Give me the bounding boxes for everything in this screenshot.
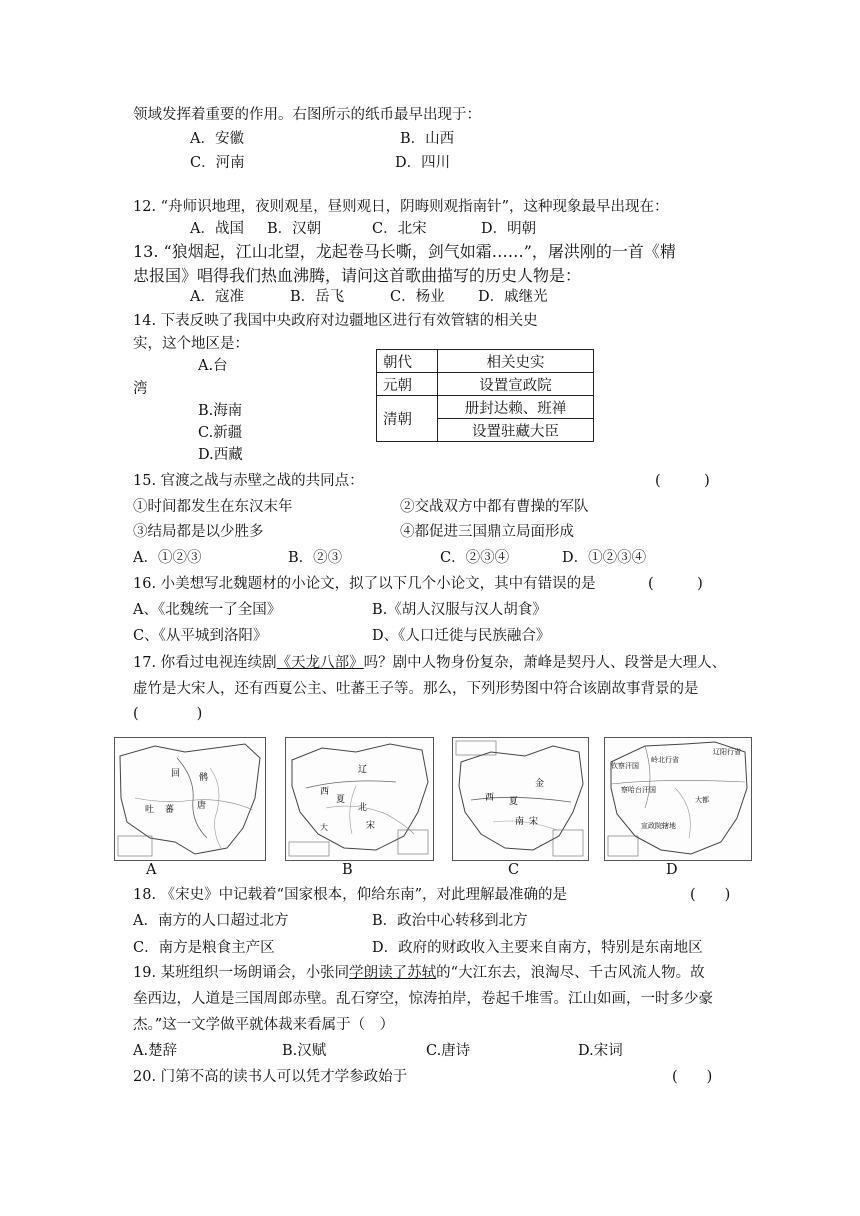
q18-option-b: B．政治中心转移到北方 [372,913,528,929]
q11-option-d: D．四川 [395,155,451,171]
q13-option-c: C．杨业 [390,289,445,305]
q18-option-a: A．南方的人口超过北方 [133,913,289,929]
q12-stem: 12. “舟师识地理，夜则观星，昼则观日，阴晦则观指南针”，这种现象最早出现在： [133,199,669,215]
q17-stem-line1 [133,655,726,672]
q14-stem-line2: 实，这个地区是： [133,336,249,352]
map-b-label: 北 [358,803,368,813]
q12-option-a: A．战国 [190,221,244,237]
q15-option-d: D．①②③④ [562,550,647,566]
q19-option-c: C.唐诗 [426,1043,471,1059]
q16-option-c: C、《从平城到洛阳》 [133,628,268,644]
map-c-label: 西 [485,793,495,803]
map-d-yuan [604,737,752,861]
q12-option-d: D．明朝 [481,221,537,237]
table-row [377,373,594,396]
q11-stem: 领域发挥着重要的作用。右图所示的纸币最早出现于： [133,107,481,123]
q19-option-b: B.汉赋 [282,1043,327,1059]
map-b-figure [286,738,433,860]
q15-statement-4: ④都促进三国鼎立局面形成 [400,524,574,540]
q13-option-d: D．戚继光 [478,289,548,305]
q18-option-c: C．南方是粮食主产区 [133,940,275,956]
q17-stem-line2: 虚竹是大宋人，还有西夏公主、吐蕃王子等。那么，下列形势图中符合该剧故事背景的是 [133,681,699,697]
map-b-label: 西 [320,787,330,797]
q17-stem-post: 吗？剧中人物身份复杂，萧峰是契丹人、段誉是大理人、 [363,655,727,671]
q18-answer-paren: ( ) [690,887,731,903]
table-cell-fact: 册封达赖、班禅 [438,396,594,419]
table-cell-fact: 设置宣政院 [438,373,594,396]
q15-answer-paren: ( ) [655,473,710,489]
table-cell-dynasty: 元朝 [377,373,438,396]
map-c-southern-song [452,737,589,861]
q19-stem-line3: 杰。”这一文学做平就体裁来看属于（ ） [133,1017,395,1033]
map-d-label: 辽阳行省 [713,748,741,756]
q18-option-d: D．政府的财政收入主要来自南方，特别是东南地区 [372,940,703,956]
map-a-label: 吐 [145,805,155,815]
q14-option-a-wrap: 湾 [133,381,148,397]
q14-history-table [376,349,594,442]
q19-underlined: 学朗读了苏轼 [349,965,437,981]
q15-statement-2: ②交战双方中都有曹操的军队 [400,499,589,515]
map-c-label: 夏 [509,797,519,807]
map-d-label: 宣政院辖地 [641,822,676,830]
q15-option-c: C．②③④ [440,550,510,566]
q19-stem-line1 [133,965,705,982]
map-d-label: 钦察汗国 [611,762,639,770]
q15-option-b: B．②③ [288,550,343,566]
q19-option-d: D.宋词 [578,1043,623,1059]
q20-stem: 20. 门第不高的读书人可以凭才学参政始于 [133,1069,408,1085]
q14-option-b: B.海南 [198,403,243,419]
q15-statement-1: ①时间都发生在东汉末年 [133,499,293,515]
q17-answer-paren: ( ) [133,706,203,722]
q16-stem: 16. 小美想写北魏题材的小论文，拟了以下几个小论文，其中有错误的是 [133,576,596,592]
map-d-label: 察哈台汗国 [621,786,656,794]
map-b-caption: B [342,862,353,878]
map-b-label: 大 [320,823,328,832]
table-row [377,396,594,419]
table-header-facts: 相关史实 [438,350,594,373]
q13-stem-line1: 13. “狼烟起，江山北望，龙起卷马长嘶，剑气如霜……”，屠洪刚的一首《精 [133,242,676,261]
map-a-figure [115,738,265,860]
q15-statement-3: ③结局都是以少胜多 [133,524,264,540]
map-a-label: 回 [171,769,181,779]
q20-answer-paren: ( ) [672,1069,713,1085]
q11-option-b: B．山西 [400,131,455,147]
map-b-label: 夏 [336,795,346,805]
q14-stem-line1: 14. 下表反映了我国中央政府对边疆地区进行有效管辖的相关史 [133,313,538,329]
table-header-dynasty: 朝代 [377,350,438,373]
map-b-label: 辽 [358,765,368,775]
q14-option-a: A.台 [198,358,228,374]
q11-option-a: A．安徽 [190,131,244,147]
map-b-song-liao [285,737,434,861]
q11-option-c: C．河南 [190,155,245,171]
map-c-label: 金 [535,779,545,789]
q19-option-a: A.楚辞 [133,1043,178,1059]
map-c-label: 宋 [529,817,539,827]
map-d-figure [605,738,751,860]
q12-option-b: B．汉朝 [267,221,322,237]
q16-option-d: D、《人口迁徙与民族融合》 [372,628,551,644]
q15-stem: 15. 官渡之战与赤壁之战的共同点： [133,473,364,489]
q12-option-c: C．北宋 [372,221,427,237]
map-c-figure [453,738,588,860]
q19-stem-post: 的“大江东去，浪淘尽、千古风流人物。故 [436,965,705,981]
q14-option-c: C.新疆 [198,425,243,441]
q16-option-b: B.《胡人汉服与汉人胡食》 [372,602,547,618]
q14-option-d: D.西藏 [198,447,243,463]
map-a-caption: A [146,862,157,878]
q17-stem-pre: 17. 你看过电视连续剧 [133,655,277,671]
q16-option-a: A、《北魏统一了全国》 [133,602,282,618]
map-a-tang [114,737,266,861]
q17-drama-title: 《天龙八部》 [276,655,364,671]
q13-option-b: B．岳飞 [290,289,345,305]
q19-stem-line2: 垒西边，人道是三国周郎赤壁。乱石穿空，惊涛拍岸，卷起千堆雪。江山如画，一时多少豪 [133,991,713,1007]
table-cell-fact: 设置驻藏大臣 [438,419,594,442]
map-a-label: 蕃 [165,805,175,815]
map-b-label: 宋 [366,821,376,831]
map-c-caption: C [508,862,520,878]
table-row [377,350,594,373]
q16-answer-paren: ( ) [648,576,703,592]
map-d-label: 岭北行省 [651,756,679,764]
map-d-caption: D [666,862,678,878]
q13-option-a: A．寇准 [190,289,244,305]
q15-option-a: A．①②③ [133,550,202,566]
map-a-label: 唐 [197,801,207,811]
table-cell-dynasty: 清朝 [377,396,438,442]
map-c-label: 南 [515,817,525,827]
q19-stem-pre: 19. 某班组织一场朗诵会，小张同 [133,965,350,981]
map-a-label: 鹘 [199,773,209,783]
map-d-label: 大都 [695,796,709,804]
q13-stem-line2: 忠报国》唱得我们热血沸腾，请问这首歌曲描写的历史人物是： [133,266,582,285]
q18-stem: 18. 《宋史》中记载着“国家根本，仰给东南”，对此理解最准确的是 [133,887,567,903]
